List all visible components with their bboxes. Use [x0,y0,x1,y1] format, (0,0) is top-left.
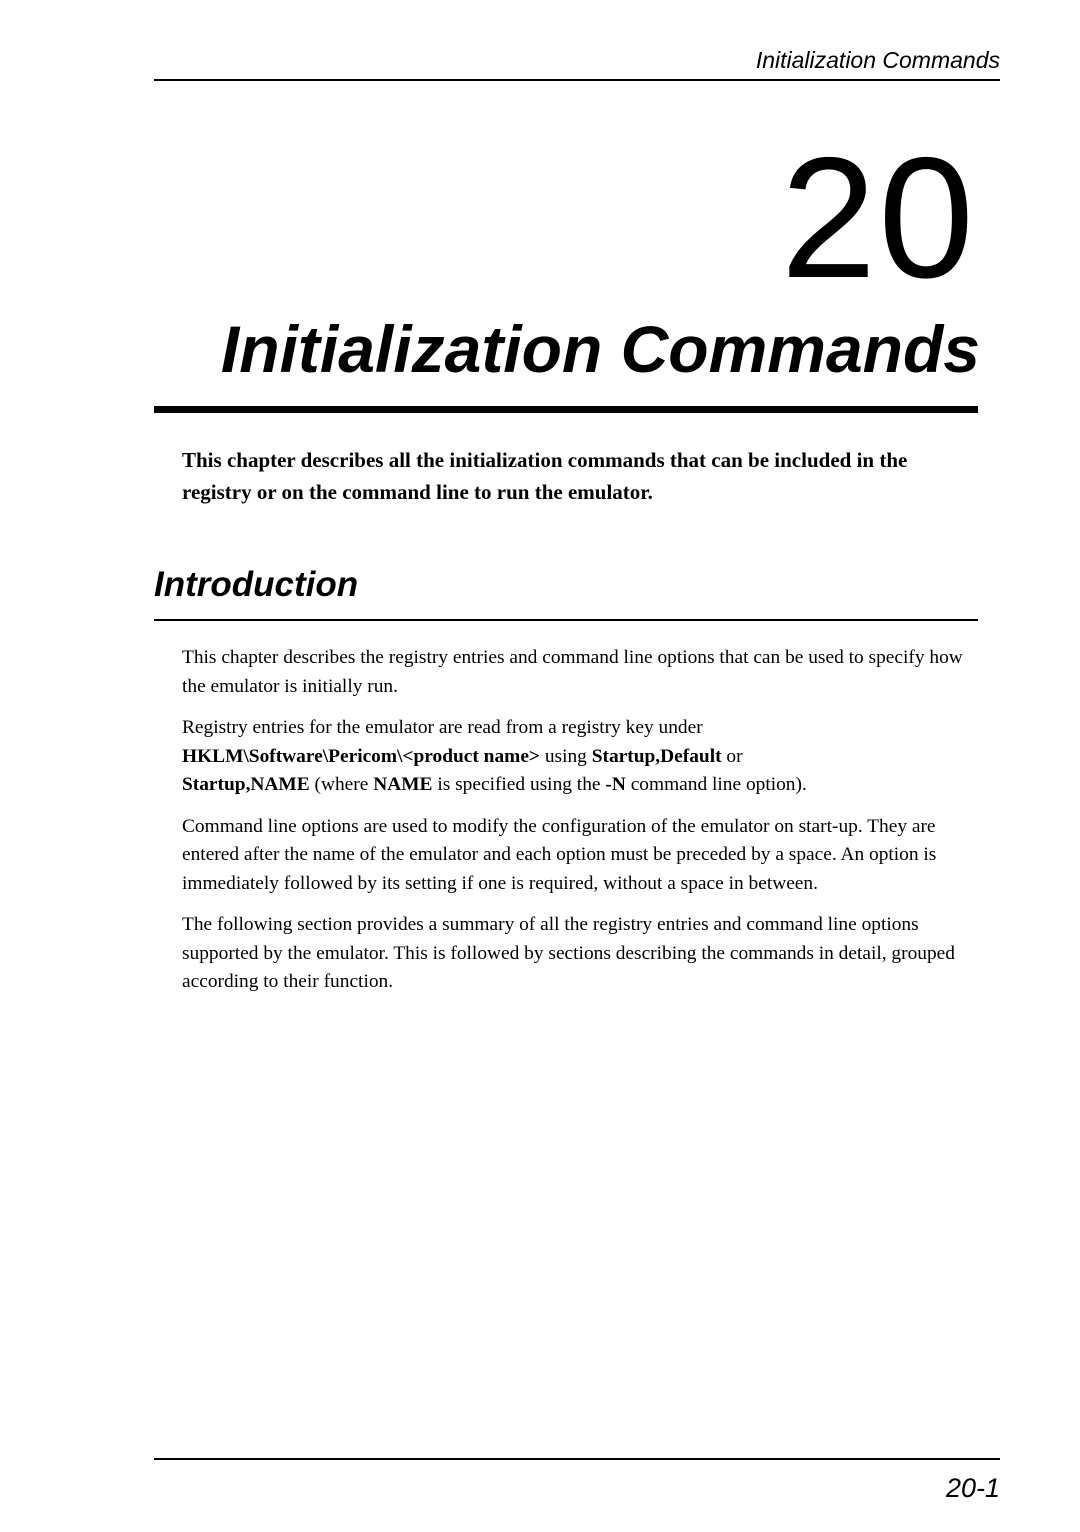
startup-name: Startup,NAME [182,774,310,795]
chapter-abstract: This chapter describes all the initialization commands that can be included in the registry or on the command line to run the emulator. [182,448,908,504]
paragraph-3: Command line options are used to modify the configuration of the emulator on start-up. They are entered after the name of the emulator and each option must be preceded by a space. An option is immediately followed by its setting if one is required, without a space in between. [182,815,937,894]
chapter-title: Initialization Commands [220,312,980,386]
running-header: Initialization Commands [755,47,1000,73]
chapter-number: 20 [780,122,976,314]
paragraph-4: The following section provides a summary of all the registry entries and command line options supported by the emulator. This is followed by sections describing the commands in detail, grouped according to their function. [182,914,955,992]
startup-default: Startup,Default [591,745,722,767]
p2-or: or [726,745,743,767]
p2-using: using [544,745,587,767]
registry-key: HKLM\Software\Pericom\<product name> [182,745,540,767]
p2-where: (where [314,774,369,795]
p2-specified: is specified using the [437,774,601,795]
p2-tail: command line option). [630,774,807,795]
chapter-title-rule [154,406,978,413]
paragraph-2 [182,714,978,800]
footer-rule [154,1458,1000,1460]
header-rule [154,79,1000,81]
page-number: 20-1 [945,1473,1000,1503]
section-rule [154,619,978,621]
paragraph-1: This chapter describes the registry entries and command line options that can be used to specify how the emulator is initially run. [182,647,963,697]
name-term: NAME [373,774,433,795]
section-heading: Introduction [154,565,359,604]
option-flag: -N [605,774,626,795]
p2-intro: Registry entries for the emulator are read from a registry key under [182,717,703,738]
section-body [182,644,978,1010]
